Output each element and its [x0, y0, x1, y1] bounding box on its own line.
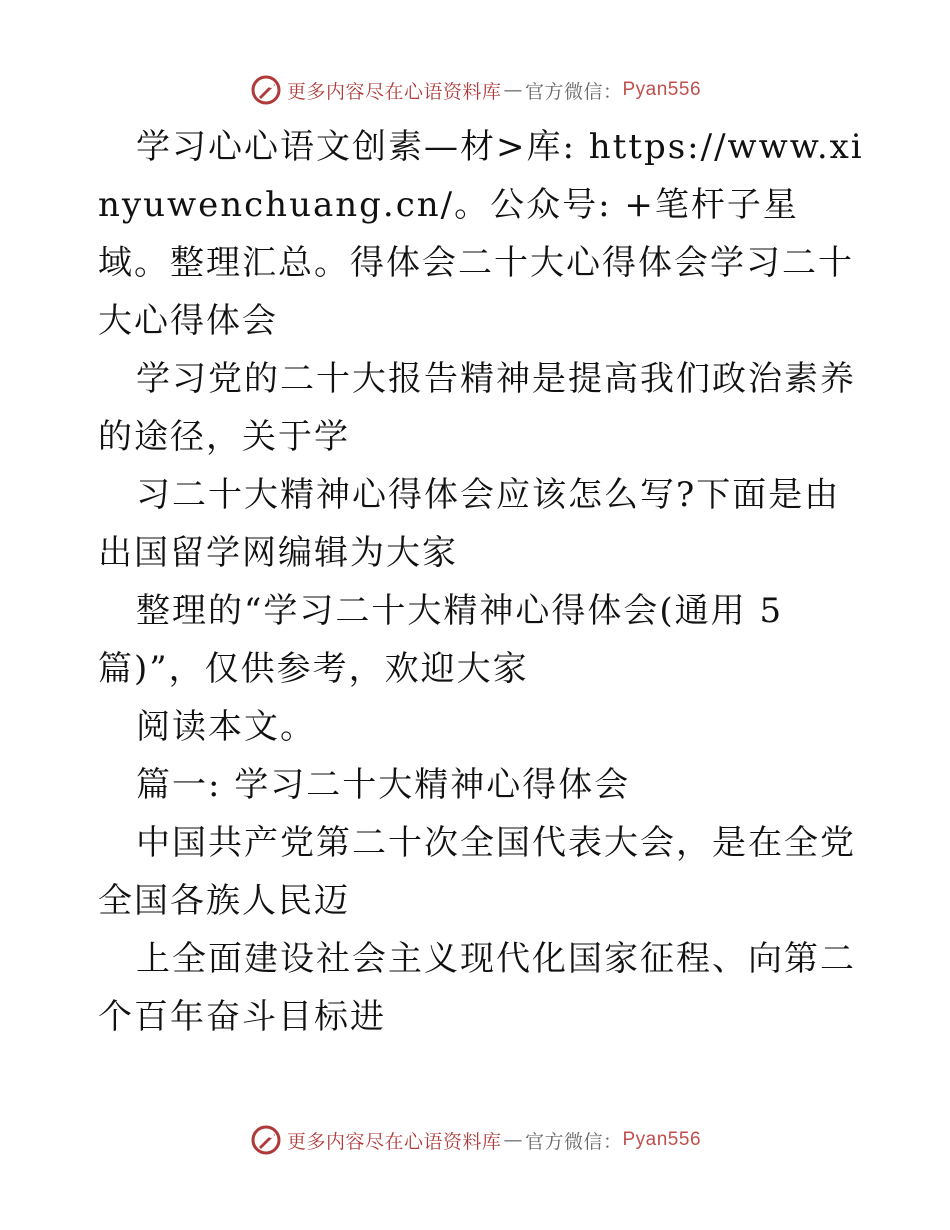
paragraph-1: 学习心心语文创素—材>库: https://www.xinyuwenchuang.cn/。公众号: +笔杆子星域。整理汇总。得体会二十大心得体会学习二十大心得体会: [98, 127, 864, 341]
footer-wechat-id: Pyan556: [622, 1129, 702, 1150]
footer-banner: [0, 1120, 950, 1160]
pen-swirl-icon: [249, 73, 283, 107]
pen-swirl-icon: [249, 1123, 283, 1157]
paragraph-6: 篇一: 学习二十大精神心得体会: [136, 765, 631, 805]
footer-site-text: 更多内容尽在心语资料库: [286, 1130, 502, 1153]
header-wechat-id: Pyan556: [622, 79, 702, 100]
paragraph-5: 阅读本文。: [136, 707, 316, 747]
paragraph-7: 中国共产党第二十次全国代表大会，是在全党全国各族人民迈: [98, 823, 856, 921]
document-body: [98, 118, 868, 1046]
header-site-text: 更多内容尽在心语资料库: [286, 80, 502, 103]
paragraph-3: 习二十大精神心得体会应该怎么写?下面是由出国留学网编辑为大家: [98, 475, 841, 573]
paragraph-8: 上全面建设社会主义现代化国家征程、向第二个百年奋斗目标进: [98, 939, 856, 1037]
header-wechat-label: 官方微信：: [524, 80, 623, 103]
footer-dash: —: [503, 1129, 523, 1151]
header-dash: —: [503, 79, 523, 101]
paragraph-2: 学习党的二十大报告精神是提高我们政治素养的途径，关于学: [98, 359, 856, 457]
header-banner: [0, 70, 950, 110]
footer-wechat-label: 官方微信：: [524, 1130, 623, 1153]
paragraph-4: 整理的“学习二十大精神心得体会(通用 5篇)”，仅供参考，欢迎大家: [98, 591, 784, 689]
